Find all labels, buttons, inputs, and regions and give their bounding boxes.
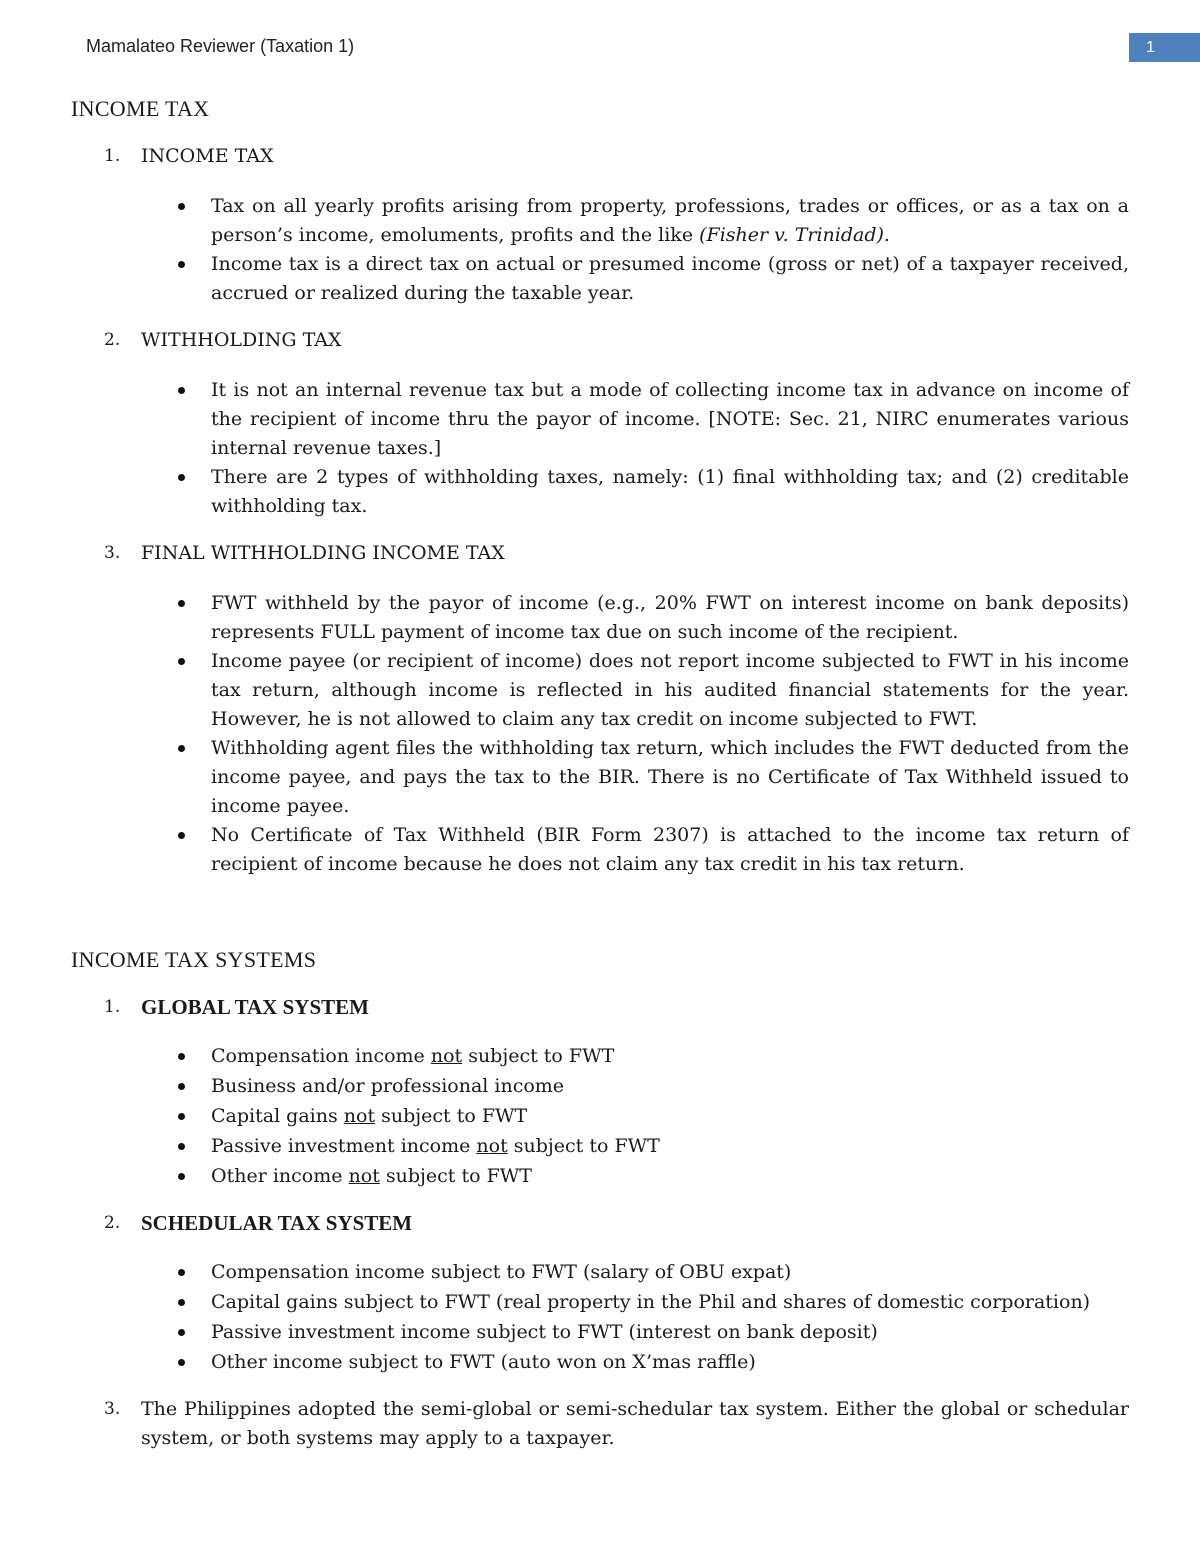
bullet-list — [71, 1258, 1129, 1377]
list-item — [211, 821, 1129, 879]
list-item — [211, 1042, 1129, 1071]
topic-number: 3. — [104, 543, 121, 563]
list-item — [211, 250, 1129, 308]
list-item — [211, 1258, 1129, 1287]
topic-withholding-tax — [71, 326, 1129, 521]
income-tax-systems-topics — [71, 993, 1129, 1453]
bullet-text: Income payee (or recipient of income) does not report income subjected to FWT in his income tax return, although income is reflected in his audited financial statements for the year. However, he is not allowed to claim any tax credit on income subjected to FWT. — [211, 650, 1129, 730]
bullet-list — [71, 192, 1129, 308]
bullet-text-end: subject to FWT — [462, 1045, 615, 1067]
bullet-text: Other income — [211, 1165, 349, 1187]
bullet-icon — [178, 745, 185, 752]
bullet-icon — [178, 474, 185, 481]
list-item — [211, 1162, 1129, 1191]
list-item — [211, 1288, 1129, 1317]
topic-heading: SCHEDULAR TAX SYSTEM — [141, 1211, 413, 1235]
bullet-list — [71, 376, 1129, 521]
section-title-income-tax-systems: INCOME TAX SYSTEMS — [71, 947, 317, 972]
bullet-list — [71, 1042, 1129, 1191]
bullet-icon — [178, 1143, 185, 1150]
bullet-icon — [178, 387, 185, 394]
bullet-icon — [178, 1329, 185, 1336]
bullet-text: Capital gains — [211, 1105, 344, 1127]
topic-number: 1. — [104, 146, 121, 166]
bullet-text: Business and/or professional income — [211, 1075, 565, 1097]
bullet-text: Capital gains subject to FWT (real property in the Phil and shares of domestic corporation) — [211, 1291, 1091, 1313]
bullet-text: There are 2 types of withholding taxes, namely: (1) final withholding tax; and (2) creditable withholding tax. — [211, 466, 1129, 517]
topic-schedular-tax-system — [71, 1209, 1129, 1377]
bullet-text: FWT withheld by the payor of income (e.g., 20% FWT on interest income on bank deposits) represents FULL payment of income tax due on such income of the recipient. — [211, 592, 1129, 643]
bullet-icon — [178, 1113, 185, 1120]
bullet-text: Income tax is a direct tax on actual or presumed income (gross or net) of a taxpayer received, accrued or realized during the taxable year. — [211, 253, 1129, 304]
section-title-income-tax: INCOME TAX — [71, 96, 210, 121]
bullet-icon — [178, 1269, 185, 1276]
income-tax-topics — [71, 142, 1129, 879]
bullet-text: Withholding agent files the withholding tax return, which includes the FWT deducted from the income payee, and pays the tax to the BIR. There is no Certificate of Tax Withheld issued to income payee. — [211, 737, 1129, 817]
bullet-end: . — [883, 224, 890, 246]
list-item — [211, 192, 1129, 250]
bullet-icon — [178, 1359, 185, 1366]
underlined-word: not — [476, 1135, 508, 1157]
bullet-icon — [178, 1053, 185, 1060]
bullet-icon — [178, 203, 185, 210]
case-citation: (Fisher v. Trinidad) — [699, 224, 884, 246]
bullet-text: Passive investment income — [211, 1135, 477, 1157]
underlined-word: not — [343, 1105, 376, 1127]
topic-heading: WITHHOLDING TAX — [141, 329, 342, 351]
bullet-text: Tax on all yearly profits arising from property, professions, trades or offices, or as a tax on a person’s income, emoluments, profits and the like — [211, 195, 1129, 246]
bullet-icon — [178, 658, 185, 665]
list-item — [211, 1072, 1129, 1101]
page-number: 1 — [1129, 33, 1200, 62]
list-item — [211, 1348, 1129, 1377]
topic-semi-global-system — [71, 1395, 1129, 1453]
bullet-text: Compensation income — [211, 1045, 431, 1067]
topic-heading: FINAL WITHHOLDING INCOME TAX — [141, 542, 505, 564]
topic-final-withholding-income-tax — [71, 539, 1129, 879]
bullet-text-end: subject to FWT — [379, 1165, 532, 1187]
bullet-icon — [178, 832, 185, 839]
bullet-text: Other income subject to FWT (auto won on X’mas raffle) — [211, 1351, 756, 1373]
list-item — [211, 1102, 1129, 1131]
bullet-text: It is not an internal revenue tax but a mode of collecting income tax in advance on income of the recipient of income thru the payor of income. [NOTE: Sec. 21, NIRC enumerates various internal revenue taxes.] — [211, 379, 1129, 459]
bullet-text: Compensation income subject to FWT (salary of OBU expat) — [211, 1261, 792, 1283]
bullet-icon — [178, 261, 185, 268]
underlined-word: not — [430, 1045, 463, 1067]
topic-number: 2. — [104, 330, 121, 350]
list-item — [211, 589, 1129, 647]
bullet-icon — [178, 1173, 185, 1180]
bullet-text-end: subject to FWT — [375, 1105, 528, 1127]
list-item — [211, 647, 1129, 734]
list-item — [211, 1318, 1129, 1347]
list-item — [211, 376, 1129, 463]
topic-global-tax-system — [71, 993, 1129, 1191]
topic-heading: INCOME TAX — [141, 145, 274, 167]
underlined-word: not — [348, 1165, 380, 1187]
topic-paragraph: The Philippines adopted the semi-global or semi-schedular tax system. Either the global or schedular system, or both systems may apply to a taxpayer. — [141, 1398, 1129, 1449]
topic-number: 3. — [104, 1399, 121, 1419]
bullet-text-end: subject to FWT — [507, 1135, 660, 1157]
bullet-icon — [178, 600, 185, 607]
bullet-list — [71, 589, 1129, 879]
bullet-icon — [178, 1299, 185, 1306]
list-item — [211, 734, 1129, 821]
topic-income-tax — [71, 142, 1129, 308]
bullet-text: No Certificate of Tax Withheld (BIR Form 2307) is attached to the income tax return of recipient of income because he does not claim any tax credit in his tax return. — [211, 824, 1129, 875]
list-item — [211, 1132, 1129, 1161]
list-item — [211, 463, 1129, 521]
bullet-icon — [178, 1083, 185, 1090]
page-header-title: Mamalateo Reviewer (Taxation 1) — [86, 36, 355, 56]
topic-heading: GLOBAL TAX SYSTEM — [141, 995, 369, 1019]
topic-number: 1. — [104, 997, 121, 1017]
topic-number: 2. — [104, 1213, 121, 1233]
document-body — [71, 94, 1129, 1453]
bullet-text: Passive investment income subject to FWT (interest on bank deposit) — [211, 1321, 878, 1343]
